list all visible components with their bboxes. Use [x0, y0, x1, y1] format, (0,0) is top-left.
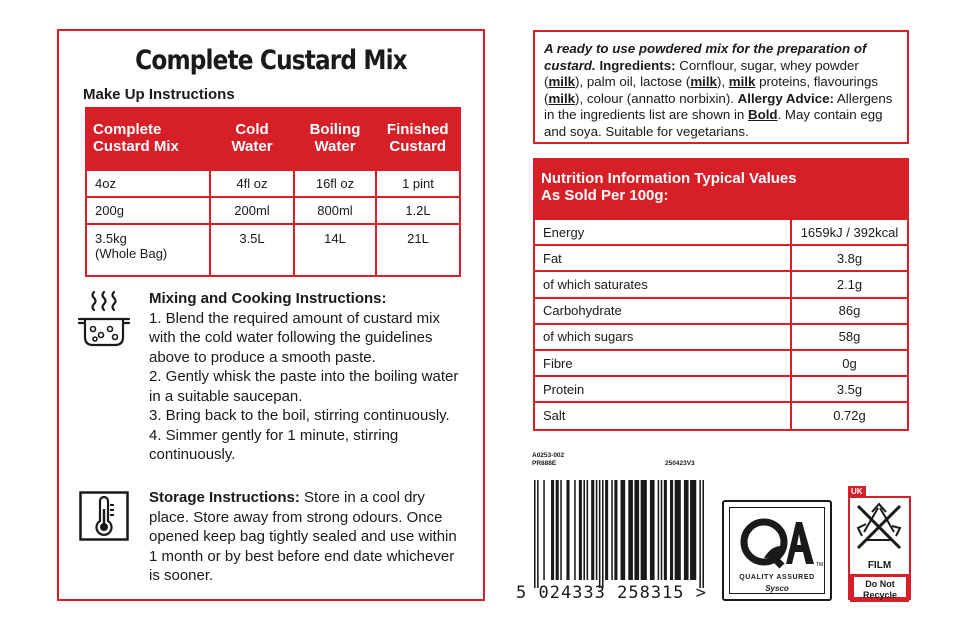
ingredients-label: Ingredients:	[599, 57, 676, 73]
table-cell: 200ml	[210, 197, 294, 224]
nutrition-row	[535, 219, 907, 245]
nutrition-row	[535, 402, 907, 428]
nutrient-value: 2.1g	[791, 271, 907, 297]
nutrition-row	[535, 245, 907, 271]
barcode-number: 5 024333 258315 >	[516, 583, 707, 603]
recycle-label	[848, 486, 911, 600]
nutrient-value: 86g	[791, 298, 907, 324]
barcode-code: A0253-002	[532, 452, 565, 459]
table-cell: 16fl oz	[294, 170, 376, 197]
storage-text: Store in a cool dry place. Store away from strong odours. Once opened keep bag tightly sealed and use within 1 month or by best before end date whichever is sooner.	[149, 489, 457, 584]
table-cell: 800ml	[294, 197, 376, 224]
mixing-step: 3. Bring back to the boil, stirring continuously.	[149, 407, 450, 424]
bold-example: Bold	[748, 107, 778, 122]
table-cell: 4fl oz	[210, 170, 294, 197]
nutrient-name: Salt	[535, 402, 791, 428]
table-cell: 1 pint	[376, 170, 460, 197]
table-row	[86, 224, 460, 276]
table-row	[86, 170, 460, 197]
table-cell: 21L	[376, 224, 460, 276]
nutrient-name: Fibre	[535, 350, 791, 376]
storage-heading: Storage Instructions:	[149, 489, 300, 506]
film-label: FILM	[867, 560, 892, 571]
nutrient-value: 1659kJ / 392kcal	[791, 219, 907, 245]
table-cell: 14L	[294, 224, 376, 276]
nutrition-row	[535, 350, 907, 376]
qa-line2: Sysco	[765, 584, 789, 593]
nutrient-name: Fat	[535, 245, 791, 271]
nutrient-name: of which sugars	[535, 324, 791, 350]
nutrition-row	[535, 271, 907, 297]
table-row	[86, 197, 460, 224]
barcode-code: 250423V3	[665, 460, 695, 467]
header-finished-custard: Finished Custard	[376, 108, 460, 170]
nutrient-name: Protein	[535, 376, 791, 402]
allergen-milk: milk	[728, 74, 756, 89]
svg-text:TM: TM	[816, 562, 824, 568]
nutrient-name: Energy	[535, 219, 791, 245]
nutrient-value: 3.8g	[791, 245, 907, 271]
nutrition-heading: Nutrition Information Typical Values As Sold Per 100g:	[535, 160, 907, 218]
mixing-step: 1. Blend the required amount of custard mix with the cold water following the guidelines above to produce a smooth paste.	[149, 309, 440, 366]
table-cell: 3.5L	[210, 224, 294, 276]
qa-line1: QUALITY ASSURED	[739, 574, 815, 581]
product-title: Complete Custard Mix	[135, 45, 407, 76]
nutrient-name: of which saturates	[535, 271, 791, 297]
table-cell: 200g	[86, 197, 210, 224]
product-description: A ready to use powdered mix for the preparation of custard.	[544, 41, 867, 73]
nutrition-table	[533, 158, 909, 431]
allergen-milk: milk	[548, 90, 576, 106]
storage-instructions	[149, 488, 469, 586]
allergen-milk: milk	[690, 74, 717, 89]
quality-assured-logo	[722, 500, 832, 601]
barcode-bars	[532, 480, 708, 588]
barcode	[510, 450, 710, 605]
nutrient-value: 0.72g	[791, 402, 907, 428]
nutrient-name: Carbohydrate	[535, 298, 791, 324]
mixing-step: 4. Simmer gently for 1 minute, stirring continuously.	[149, 426, 399, 463]
ingredients-box: A ready to use powdered mix for the preparation of custard. Ingredients: Cornflour, sugar, whey powder (milk), palm oil, lactose (milk), milk proteins, flavourings (milk), colour (annatto norbixin). Allergy Advice: Allergens in the ingredients list are shown in Bold. May contain egg and soya. Suitable for vegetarians.	[533, 30, 909, 144]
header-custard-mix: Complete Custard Mix	[86, 108, 210, 170]
allergy-label: Allergy Advice:	[737, 90, 834, 106]
mixing-heading: Mixing and Cooking Instructions:	[149, 290, 387, 307]
barcode-code: PR888E	[532, 460, 557, 467]
makeup-heading: Make Up Instructions	[83, 86, 235, 103]
mixing-step: 2. Gently whisk the paste into the boiling water in a suitable saucepan.	[149, 368, 459, 405]
nutrient-value: 3.5g	[791, 376, 907, 402]
do-not-recycle-label: Do Not Recycle	[862, 579, 898, 600]
nutrient-value: 0g	[791, 350, 907, 376]
thermometer-icon	[79, 491, 129, 541]
table-cell: 1.2L	[376, 197, 460, 224]
usage-panel	[57, 29, 485, 601]
allergen-milk: milk	[548, 74, 576, 89]
mixing-instructions	[149, 289, 469, 465]
nutrition-row	[535, 376, 907, 402]
table-cell: 4oz	[86, 170, 210, 197]
nutrition-row	[535, 324, 907, 350]
header-cold-water: Cold Water	[210, 108, 294, 170]
nutrient-value: 58g	[791, 324, 907, 350]
nutrition-row	[535, 298, 907, 324]
table-cell: 3.5kg (Whole Bag)	[86, 224, 210, 276]
steaming-pot-icon	[77, 289, 131, 347]
header-boiling-water: Boiling Water	[294, 108, 376, 170]
qa-mark-icon	[730, 512, 828, 572]
uk-tab: UK	[848, 486, 866, 497]
makeup-table	[85, 107, 461, 277]
crossed-recycle-icon	[850, 500, 909, 556]
